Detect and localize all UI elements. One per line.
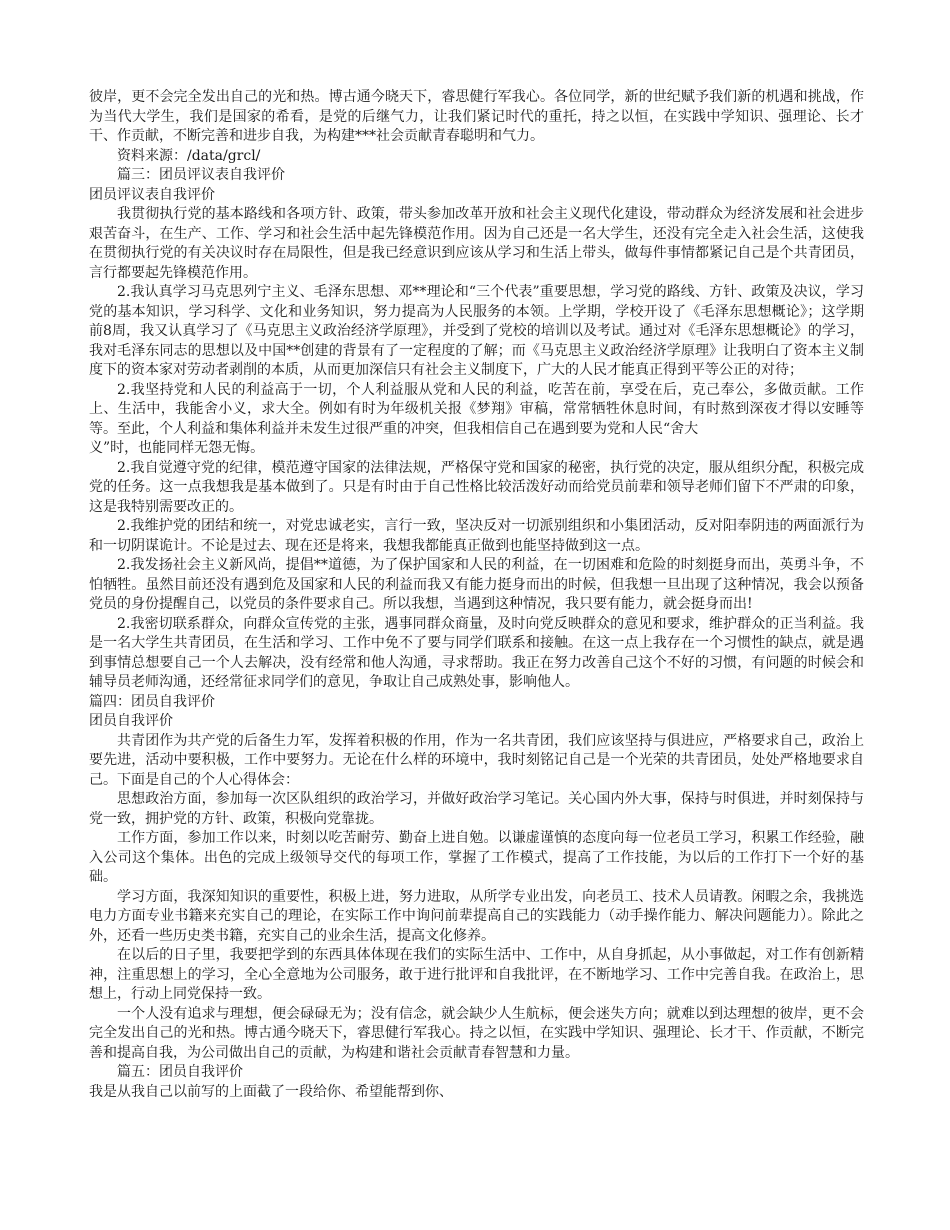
paragraph-intro-3: 我贯彻执行党的基本路线和各项方针、政策，带头参加改革开放和社会主义现代化建设，带动群众为经济发展和社会进步艰苦奋斗，在生产、工作、学习和社会生活中起先锋模范作用。因为自己还是一名大学生，还没有完全走入社会生活，这使我在贯彻执行党的有关决议时存在局限性，但是我已经意识到应该从学习和生活上带头，做每件事情都紧记自己是个共青团员，言行都要起先锋模范作用。 [89, 206, 864, 281]
paragraph-item-discipline: 2.我自觉遵守党的纪律，模范遵守国家的法律法规，严格保守党和国家的秘密，执行党的决定，服从组织分配，积极完成党的任务。这一点我想我是基本做到了。只是有时由于自己性格比较活泼好动而给党员前辈和领导老师们留下不严肃的印象，这是我特别需要改正的。 [89, 459, 864, 515]
paragraph-conclusion: 一个人没有追求与理想，便会碌碌无为；没有信念，就会缺少人生航标，便会迷失方向；就难以到达理想的彼岸，更不会完全发出自己的光和热。博古通今晓天下，睿思健行军我心。持之以恒，在实践中学知识、强理论、长才干、作贡献，不断完善和提高自我，为公司做出自己的贡献，为构建和谐社会贡献青春智慧和力量。 [89, 1005, 864, 1061]
section-title-4: 团员自我评价 [89, 713, 173, 729]
section-heading-3: 篇三：团员评议表自我评价 [117, 167, 285, 183]
source-line: 资料来源：/data/grcl/ [117, 147, 261, 164]
section-heading-5: 篇五：团员自我评价 [117, 1064, 243, 1080]
paragraph-learning: 学习方面，我深知知识的重要性，积极上进，努力进取，从所学专业出发，向老员工、技术人员请教。闲暇之余，我挑选电力方面专业书籍来充实自己的理论，在实际工作中询问前辈提高自己的实践能力（动手操作能力、解决问题能力）。除此之外，还看一些历史类书籍，充实自己的业余生活，提高文化修养。 [89, 888, 864, 944]
section-heading-4: 篇四：团员自我评价 [89, 693, 215, 710]
section-title-3: 团员评议表自我评价 [89, 186, 215, 203]
paragraph-politics: 思想政治方面，参加每一次区队组织的政治学习，并做好政治学习笔记。关心国内外大事，保持与时俱进，并时刻保持与党一致，拥护党的方针、政策，积极向党靠拢。 [89, 791, 864, 827]
paragraph-future: 在以后的日子里，我要把学到的东西具体体现在我们的实际生活中、工作中，从自身抓起，从小事做起，对工作有创新精神，注重思想上的学习，全心全意地为公司服务，敢于进行批评和自我批评，在不断地学习、工作中完善自我。在政治上，思想上，行动上同党保持一致。 [89, 947, 864, 1002]
document-body [89, 88, 864, 1102]
paragraph-item-study: 2.我认真学习马克思列宁主义、毛泽东思想、邓**理论和“三个代表”重要思想，学习党的路线、方针、政策及决议，学习党的基本知识，学习科学、文化和业务知识，努力提高为人民服务的本领。上学期，学校开设了《毛泽东思想概论》；这学期前8周，我又认真学习了《马克思主义政治经济学原理》，并受到了党校的培训以及考试。通过对《毛泽东思想概论》的学习，我对毛泽东同志的思想以及中国**创建的背景有了一定程度的了解；而《马克思主义政治经济学原理》让我明白了资本主义制度下的资本家对劳动者剥削的本质，从而更加深信只有社会主义制度下，广大的人民才能真正得到平等公正的对待； [89, 284, 864, 378]
paragraph-closing-fragment: 彼岸，更不会完全发出自己的光和热。博古通今晓天下，睿思健行军我心。各位同学，新的世纪赋予我们新的机遇和挑战，作为当代大学生，我们是国家的希看，是党的后继气力，让我们紧记时代的重托，持之以恒，在实践中学知识、强理论、长才干、作贡献，不断完善和进步自我，为构建***社会贡献青春聪明和气力。 [89, 89, 864, 144]
paragraph-item-masses: 2.我密切联系群众，向群众宣传党的主张，遇事同群众商量，及时向党反映群众的意见和要求，维护群众的正当利益。我是一名大学生共青团员，在生活和学习、工作中免不了要与同学们联系和接触。在这一点上我存在一个习惯性的缺点，就是遇到事情总想要自己一个人去解决，没有经常和他人沟通，寻求帮助。我正在努力改善自己这个不好的习惯，有问题的时候会和辅导员老师沟通，还经常征求同学们的意见，争取让自己成熟处事，影响他人。 [89, 615, 864, 690]
paragraph-item-interest-cont: 义”时，也能同样无怨无悔。 [89, 440, 265, 456]
paragraph-intro-4: 共青团作为共产党的后备生力军，发挥着积极的作用，作为一名共青团，我们应该坚持与俱进应，严格要求自己，政治上要先进，活动中要积极，工作中要努力。无论在什么样的环境中，我时刻铭记自己是一个光荣的共青团员，处处严格地要求自己。下面是自己的个人心得体会： [89, 732, 864, 788]
paragraph-work: 工作方面，参加工作以来，时刻以吃苦耐劳、勤奋上进自勉。以谦虚谨慎的态度向每一位老员工学习，积累工作经验，融入公司这个集体。出色的完成上级领导交代的每项工作，掌握了工作模式，提高了工作技能，为以后的工作打下一个好的基础。 [89, 830, 864, 885]
paragraph-item-unity: 2.我维护党的团结和统一，对党忠诚老实，言行一致，坚决反对一切派别组织和小集团活动，反对阳奉阴违的两面派行为和一切阴谋诡计。不论是过去、现在还是将来，我想我都能真正做到也能坚持做到这一点。 [89, 518, 864, 554]
paragraph-item-interest: 2.我坚持党和人民的利益高于一切，个人利益服从党和人民的利益，吃苦在前，享受在后，克己奉公，多做贡献。工作上、生活中，我能舍小义，求大全。例如有时为年级机关报《梦翔》审稿，常常牺牲休息时间，有时熬到深夜才得以安睡等等。至此，个人利益和集体利益并未发生过很严重的冲突，但我相信自己在遇到要为党和人民“舍大 [89, 381, 864, 437]
paragraph-item-ethos: 2.我发扬社会主义新风尚，提倡**道德，为了保护国家和人民的利益，在一切困难和危险的时刻挺身而出，英勇斗争，不怕牺牲。虽然目前还没有遇到危及国家和人民的利益而我又有能力挺身而出的时候，但我想一旦出现了这种情况，我会以预备党员的身份提醒自己，以党员的条件要求自己。所以我想，当遇到这种情况，我只要有能力，就会挺身而出! [89, 557, 864, 612]
paragraph-final-note: 我是从我自己以前写的上面截了一段给你、希望能帮到你、 [89, 1083, 453, 1100]
